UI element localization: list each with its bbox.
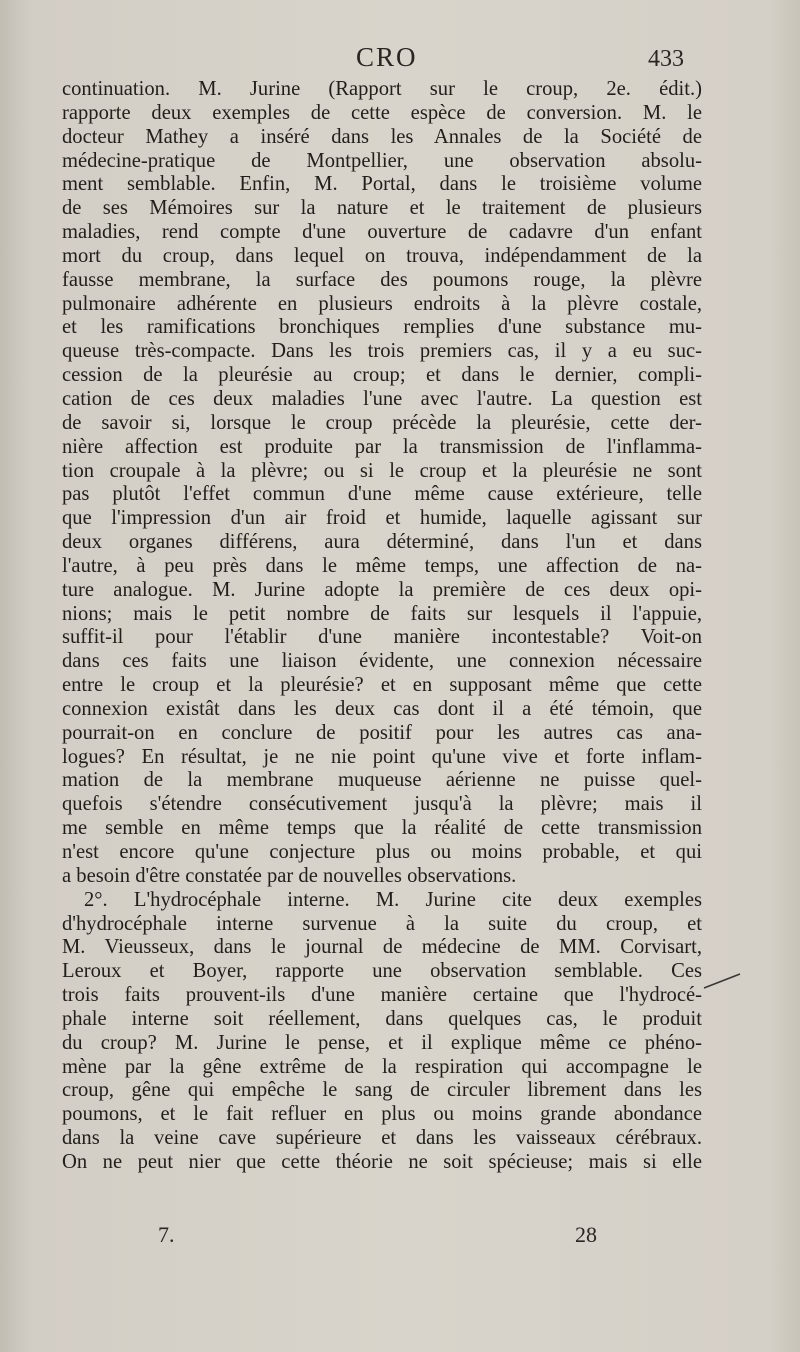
running-head [0, 42, 800, 76]
text-line: dans la veine cave supérieure et dans les vaisseaux cérébraux. [62, 1127, 702, 1150]
text-line: dans ces faits une liaison évidente, une connexion nécessaire [62, 650, 702, 673]
signature-mark: 28 [575, 1222, 597, 1247]
text-line: de ses Mémoires sur la nature et le traitement de plusieurs [62, 197, 702, 220]
text-line: tion croupale à la plèvre; ou si le croup et la pleurésie ne sont [62, 459, 702, 482]
text-line: queuse très-compacte. Dans les trois premiers cas, il y a eu suc- [62, 340, 702, 363]
text-line: deux organes différens, aura déterminé, dans l'un et dans [62, 531, 702, 554]
text-line: d'hydrocéphale interne survenue à la suite du croup, et [62, 912, 702, 935]
text-line: que l'impression d'un air froid et humide, laquelle agissant sur [62, 507, 702, 530]
text-line: ture analogue. M. Jurine adopte la première de ces deux opi- [62, 578, 702, 601]
text-line: cation de ces deux maladies l'une avec l'autre. La question est [62, 387, 702, 410]
text-line: et les ramifications bronchiques remplies d'une substance mu- [62, 316, 702, 339]
text-line: On ne peut nier que cette théorie ne soit spécieuse; mais si elle [62, 1150, 702, 1173]
text-line: cession de la pleurésie au croup; et dans le dernier, compli- [62, 364, 702, 387]
text-line: croup, gêne qui empêche le sang de circuler librement dans les [62, 1079, 702, 1102]
text-line: mène par la gêne extrême de la respiration qui accompagne le [62, 1055, 702, 1078]
running-head-title: CRO [356, 42, 418, 72]
text-line: ment semblable. Enfin, M. Portal, dans le troisième volume [62, 173, 702, 196]
text-line: l'autre, à peu près dans le même temps, une affection de na- [62, 554, 702, 577]
text-line: de savoir si, lorsque le croup précède la pleurésie, cette der- [62, 411, 702, 434]
text-line: logues? En résultat, je ne nie point qu'une vive et forte inflam- [62, 745, 702, 768]
text-line: me semble en même temps que la réalité de cette transmission [62, 817, 702, 840]
text-line: mation de la membrane muqueuse aérienne ne puisse quel- [62, 769, 702, 792]
text-line: continuation. M. Jurine (Rapport sur le croup, 2e. édit.) [62, 78, 702, 100]
text-line: nions; mais le petit nombre de faits sur lesquels il l'appuie, [62, 602, 702, 625]
text-line: quefois s'étendre consécutivement jusqu'à la plèvre; mais il [62, 793, 702, 816]
text-line: M. Vieusseux, dans le journal de médecine de MM. Corvisart, [62, 936, 702, 959]
text-line: du croup? M. Jurine le pense, et il explique même ce phéno- [62, 1031, 702, 1054]
text-line: pourrait-on en conclure de positif pour les autres cas ana- [62, 721, 702, 744]
section-heading-line: 2°. L'hydrocéphale interne. M. Jurine cite deux exemples [84, 888, 702, 911]
volume-mark: 7. [158, 1222, 175, 1247]
text-line: rapporte deux exemples de cette espèce de conversion. M. le [62, 101, 702, 124]
page-footer [0, 1222, 800, 1252]
text-line: suffit-il pour l'établir d'une manière incontestable? Voit-on [62, 626, 702, 649]
text-line: docteur Mathey a inséré dans les Annales de la Société de [62, 125, 702, 148]
text-line: entre le croup et la pleurésie? et en supposant même que cette [62, 674, 702, 697]
text-line: mort du croup, dans lequel on trouva, indépendamment de la [62, 244, 702, 267]
text-line: connexion existât dans les deux cas dont il a été témoin, que [62, 697, 702, 720]
text-line: médecine-pratique de Montpellier, une observation absolu- [62, 149, 702, 172]
text-line: Leroux et Boyer, rapporte une observation semblable. Ces [62, 960, 702, 983]
text-line: poumons, et le fait refluer en plus ou moins grande abondance [62, 1103, 702, 1126]
text-line: n'est encore qu'une conjecture plus ou moins probable, et qui [62, 841, 702, 863]
page-number: 433 [648, 46, 684, 72]
text-line: pas plutôt l'effet commun d'une même cause extérieure, telle [62, 483, 702, 506]
text-line: phale interne soit réellement, dans quelques cas, le produit [62, 1007, 702, 1030]
text-line: fausse membrane, la surface des poumons rouge, la plèvre [62, 268, 702, 291]
margin-tick-mark [702, 970, 742, 992]
text-line: a besoin d'être constatée par de nouvelles observations. [62, 864, 517, 887]
text-line: pulmonaire adhérente en plusieurs endroits à la plèvre costale, [62, 292, 702, 315]
text-line: nière affection est produite par la transmission de l'inflamma- [62, 435, 702, 458]
text-line: maladies, rend compte d'une ouverture de cadavre d'un enfant [62, 221, 702, 244]
body-text [62, 78, 702, 1175]
text-line: trois faits prouvent-ils d'une manière certaine que l'hydrocé- [62, 984, 702, 1007]
